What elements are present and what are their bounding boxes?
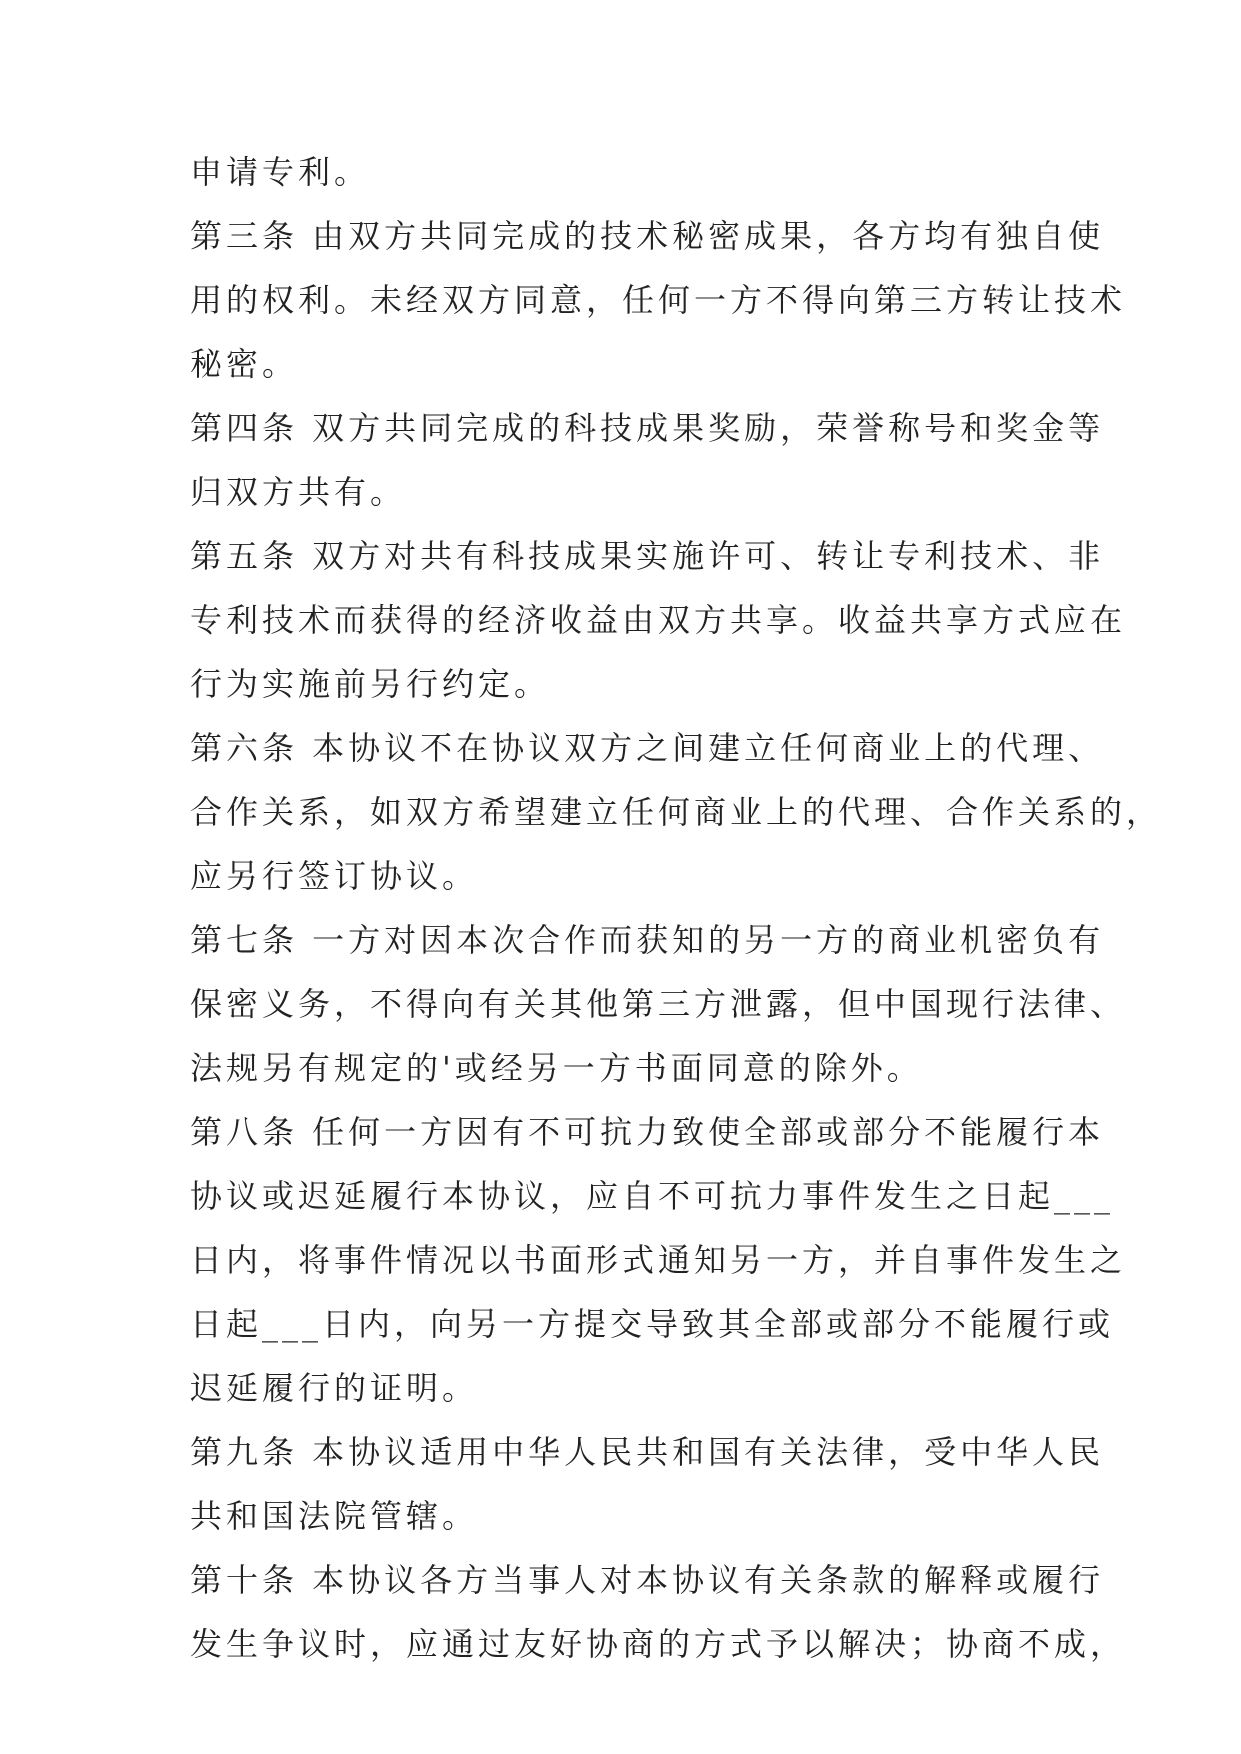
text-line: 发生争议时，应通过友好协商的方式予以解决；协商不成， [190,1625,1127,1663]
text-line: 第八条 任何一方因有不可抗力致使全部或部分不能履行本 [190,1113,1105,1151]
text-line: 归双方共有。 [190,473,407,511]
text-line: 秘密。 [190,345,299,383]
text-line: 共和国法院管辖。 [190,1497,479,1535]
text-line: 应另行签订协议。 [190,857,479,895]
text-line: 迟延履行的证明。 [190,1369,479,1407]
text-line: 专利技术而获得的经济收益由双方共享。收益共享方式应在 [190,601,1127,639]
text-line: 法规另有规定的'或经另一方书面同意的除外。 [190,1049,923,1087]
text-line: 保密义务，不得向有关其他第三方泄露，但中国现行法律、 [190,985,1127,1023]
text-line: 第七条 一方对因本次合作而获知的另一方的商业机密负有 [190,921,1105,959]
text-line: 日内，将事件情况以书面形式通知另一方，并自事件发生之 [190,1241,1127,1279]
text-line: 第四条 双方共同完成的科技成果奖励，荣誉称号和奖金等 [190,409,1105,447]
text-line: 用的权利。未经双方同意，任何一方不得向第三方转让技术 [190,281,1127,319]
text-line: 申请专利。 [190,153,371,191]
text-line: 第九条 本协议适用中华人民共和国有关法律，受中华人民 [190,1433,1105,1471]
text-line: 第十条 本协议各方当事人对本协议有关条款的解释或履行 [190,1561,1105,1599]
text-line: 合作关系，如双方希望建立任何商业上的代理、合作关系的， [190,793,1163,831]
text-line: 协议或迟延履行本协议，应自不可抗力事件发生之日起___ [190,1177,1115,1215]
text-line: 第六条 本协议不在协议双方之间建立任何商业上的代理、 [190,729,1105,767]
text-line: 日起___日内，向另一方提交导致其全部或部分不能履行或 [190,1305,1115,1343]
text-line: 第三条 由双方共同完成的技术秘密成果，各方均有独自使 [190,217,1105,255]
text-line: 第五条 双方对共有科技成果实施许可、转让专利技术、非 [190,537,1105,575]
text-line: 行为实施前另行约定。 [190,665,551,703]
